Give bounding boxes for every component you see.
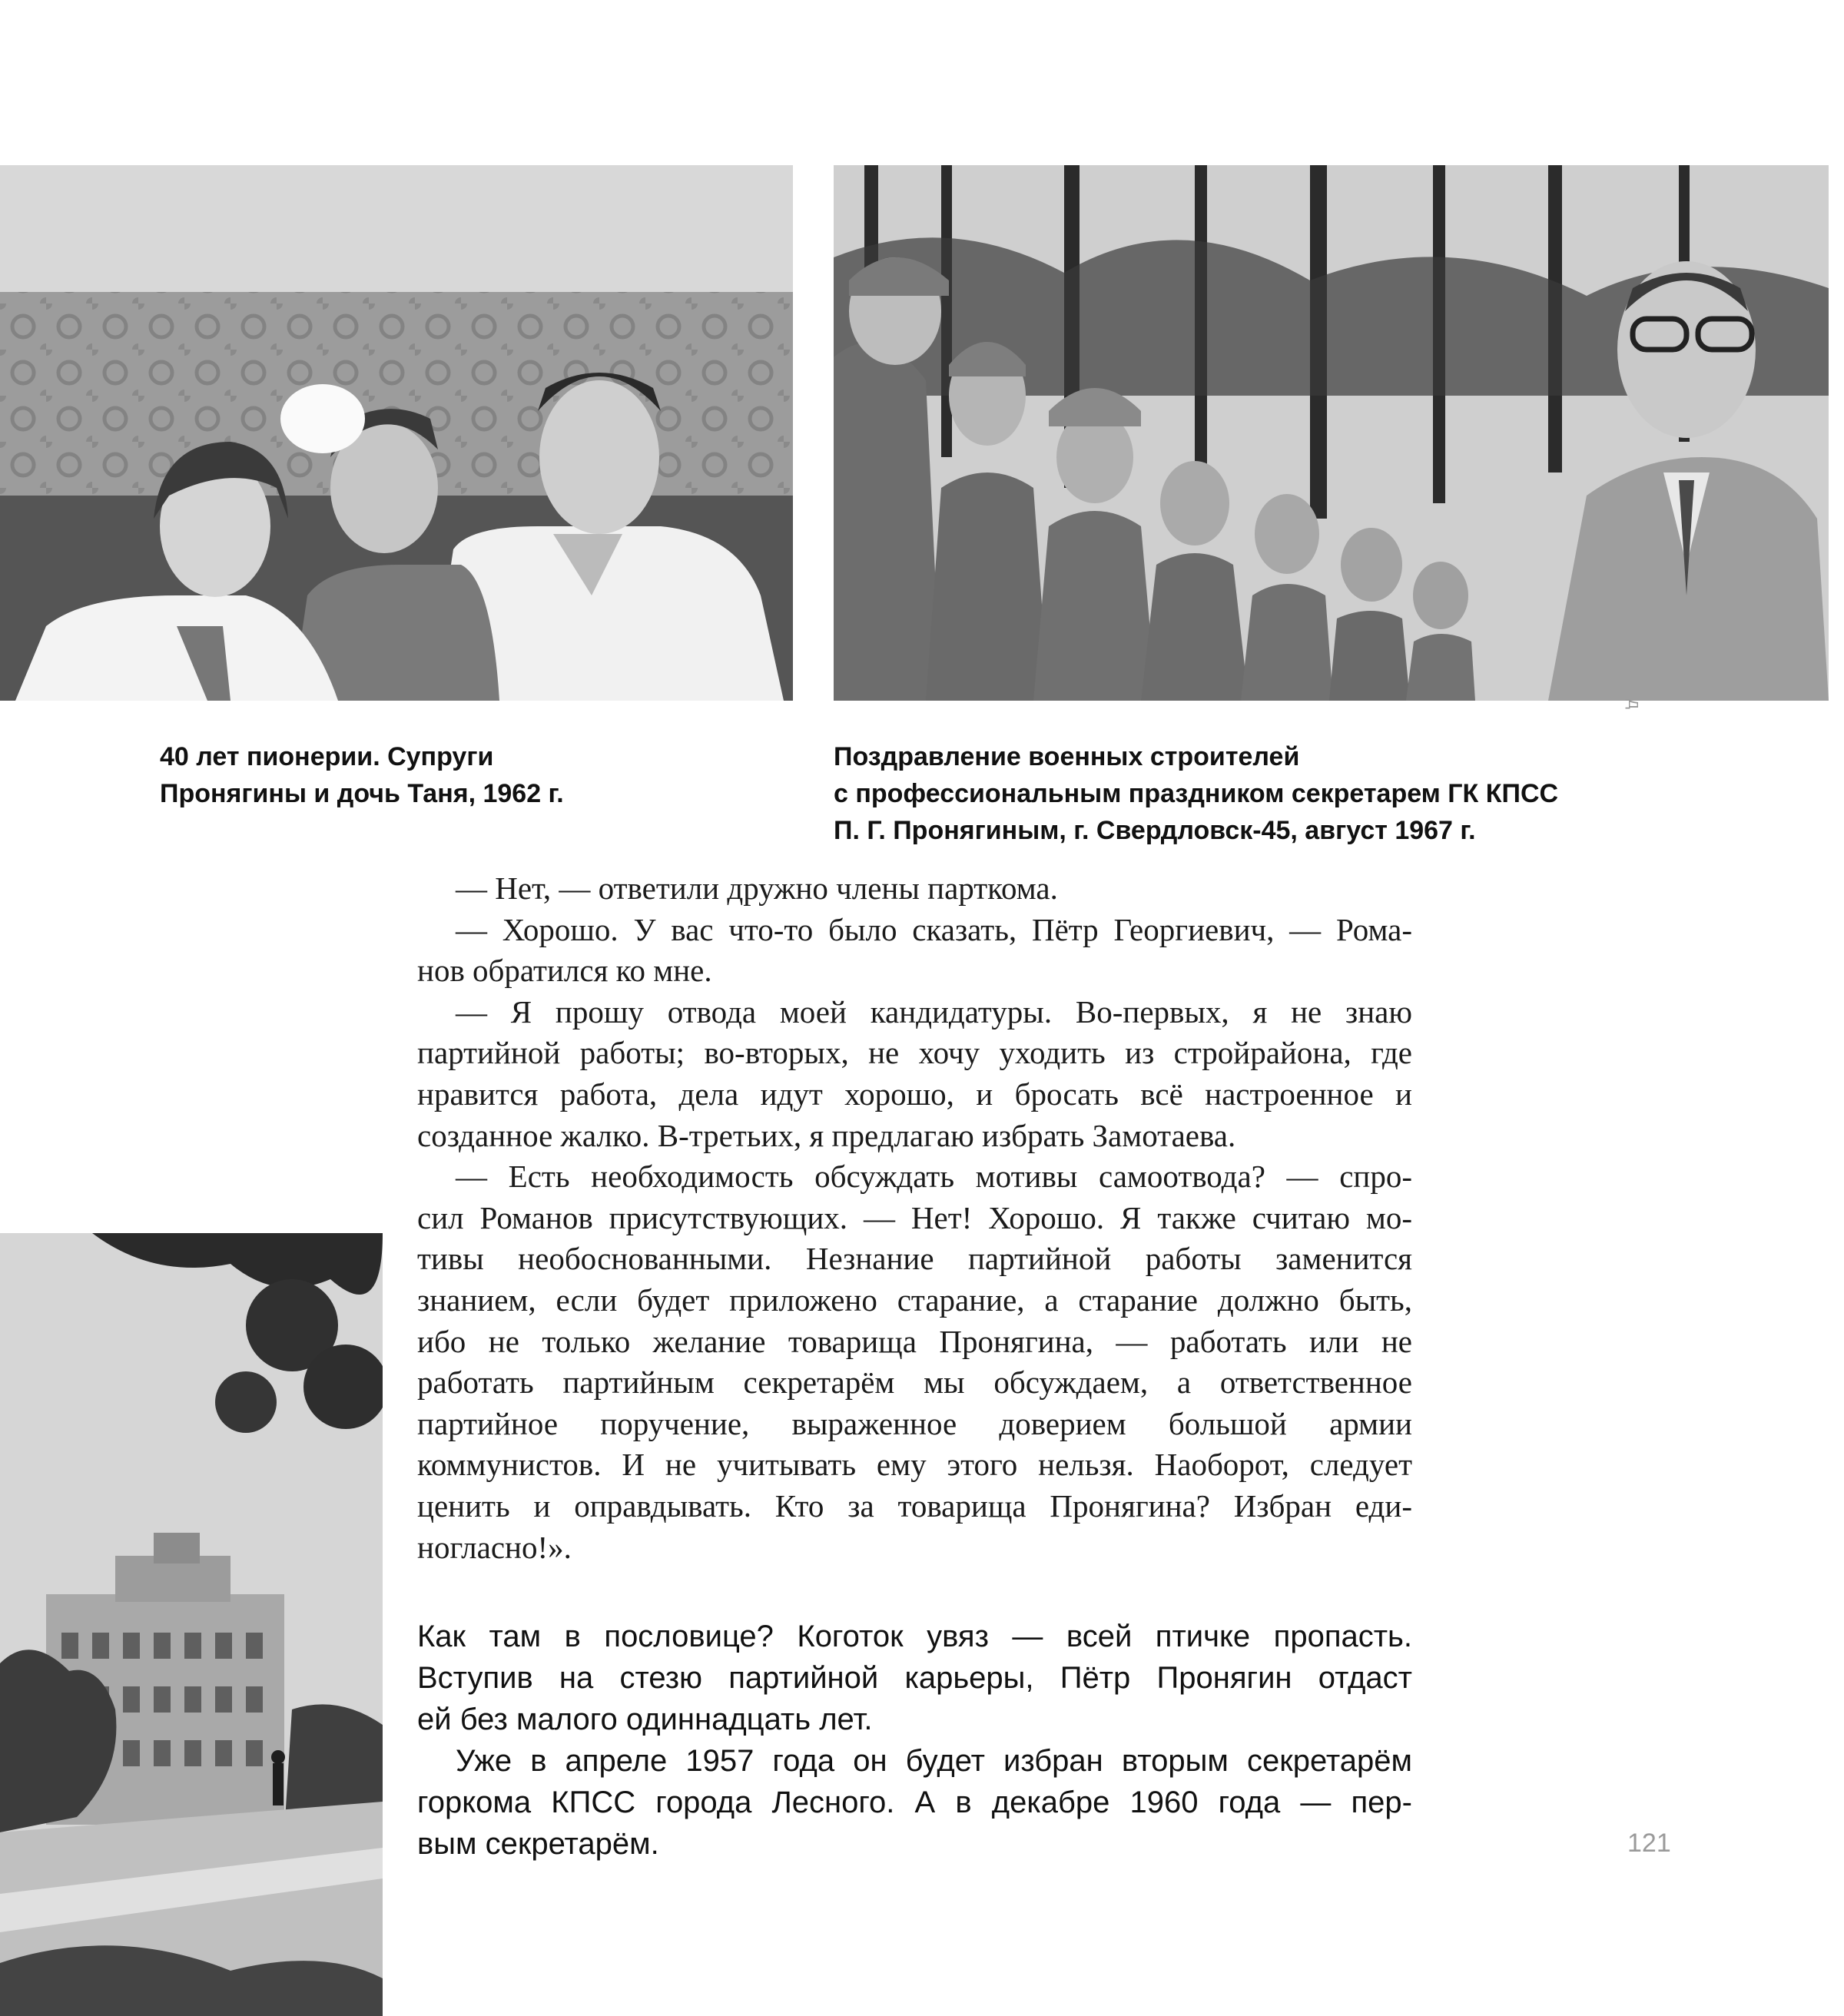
quote-line: — Нет, — ответили дружно члены парткома.: [456, 870, 1058, 906]
caption-line: 40 лет пионерии. Супруги: [160, 742, 494, 771]
quote-line: — Я прошу отвода моей кандидатуры. Во-первых, я не знаю: [456, 993, 1412, 1030]
caption-line: П. Г. Пронягиным, г. Свердловск-45, август 1967 г.: [834, 816, 1476, 845]
quote-line: партийное поручение, выраженное доверием большой армии: [417, 1405, 1412, 1441]
narrative-line: Уже в апреле 1957 года он будет избран вторым секретарём: [456, 1744, 1412, 1778]
photo-building-image: [0, 1233, 383, 2016]
quote-line: ногласно!».: [417, 1529, 572, 1565]
quote-line: партийной работы; во-вторых, не хочу уходить из стройрайона, где: [417, 1035, 1412, 1071]
page-number: 121: [1627, 1829, 1671, 1858]
quote-line: коммунистов. И не учитывать ему этого нельзя. Наоборот, следует: [417, 1447, 1412, 1483]
quote-line: сил Романов присутствующих. — Нет! Хорошо. Я также считаю мо-: [417, 1199, 1412, 1235]
narrative-block: [417, 1616, 1412, 1865]
caption-family: [160, 738, 564, 812]
quote-line: ибо не только желание товарища Пронягина, — работать или не: [417, 1323, 1412, 1359]
quote-line: работать партийным секретарём мы обсуждаем, а ответственное: [417, 1364, 1412, 1401]
side-mark: д: [1625, 699, 1644, 709]
photo-soldiers-congratulation: [834, 165, 1829, 701]
quote-line: тивы необоснованными. Незнание партийной работы заменится: [417, 1241, 1412, 1277]
quote-line: нравится работа, дела идут хорошо, и бросать всё настроенное и: [417, 1076, 1412, 1112]
narrative-line: Вступив на стезю партийной карьеры, Пётр Пронягин отдаст: [417, 1661, 1412, 1695]
photo-city-building: [0, 1233, 383, 2016]
narrative-line: Как там в пословице? Коготок увяз — всей птичке пропасть.: [417, 1620, 1412, 1653]
narrative-line: вым секретарём.: [417, 1827, 659, 1861]
caption-line: Поздравление военных строителей: [834, 742, 1300, 771]
photo-family-image: [0, 165, 793, 701]
narrative-line: горкома КПСС города Лесного. А в декабре 1960 года — пер-: [417, 1786, 1412, 1819]
photo-family-pioneers: [0, 165, 793, 701]
quote-line: ценить и оправдывать. Кто за товарища Пронягина? Избран еди-: [417, 1487, 1412, 1524]
quote-line: — Хорошо. У вас что-то было сказать, Пётр Георгиевич, — Рома-: [456, 911, 1412, 947]
quote-line: нов обратился ко мне.: [417, 953, 712, 989]
photo-soldiers-image: [834, 165, 1829, 701]
quote-block: [417, 868, 1412, 1568]
caption-line: с профессиональным праздником секретарем ГК КПСС: [834, 779, 1559, 808]
caption-soldiers: [834, 738, 1558, 849]
quote-line: знанием, если будет приложено старание, а старание должно быть,: [417, 1282, 1412, 1318]
narrative-line: ей без малого одиннадцать лет.: [417, 1703, 873, 1736]
quote-line: — Есть необходимость обсуждать мотивы самоотвода? — спро-: [456, 1159, 1412, 1195]
caption-line: Пронягины и дочь Таня, 1962 г.: [160, 779, 564, 808]
quote-line: созданное жалко. В-третьих, я предлагаю избрать Замотаева.: [417, 1117, 1236, 1153]
